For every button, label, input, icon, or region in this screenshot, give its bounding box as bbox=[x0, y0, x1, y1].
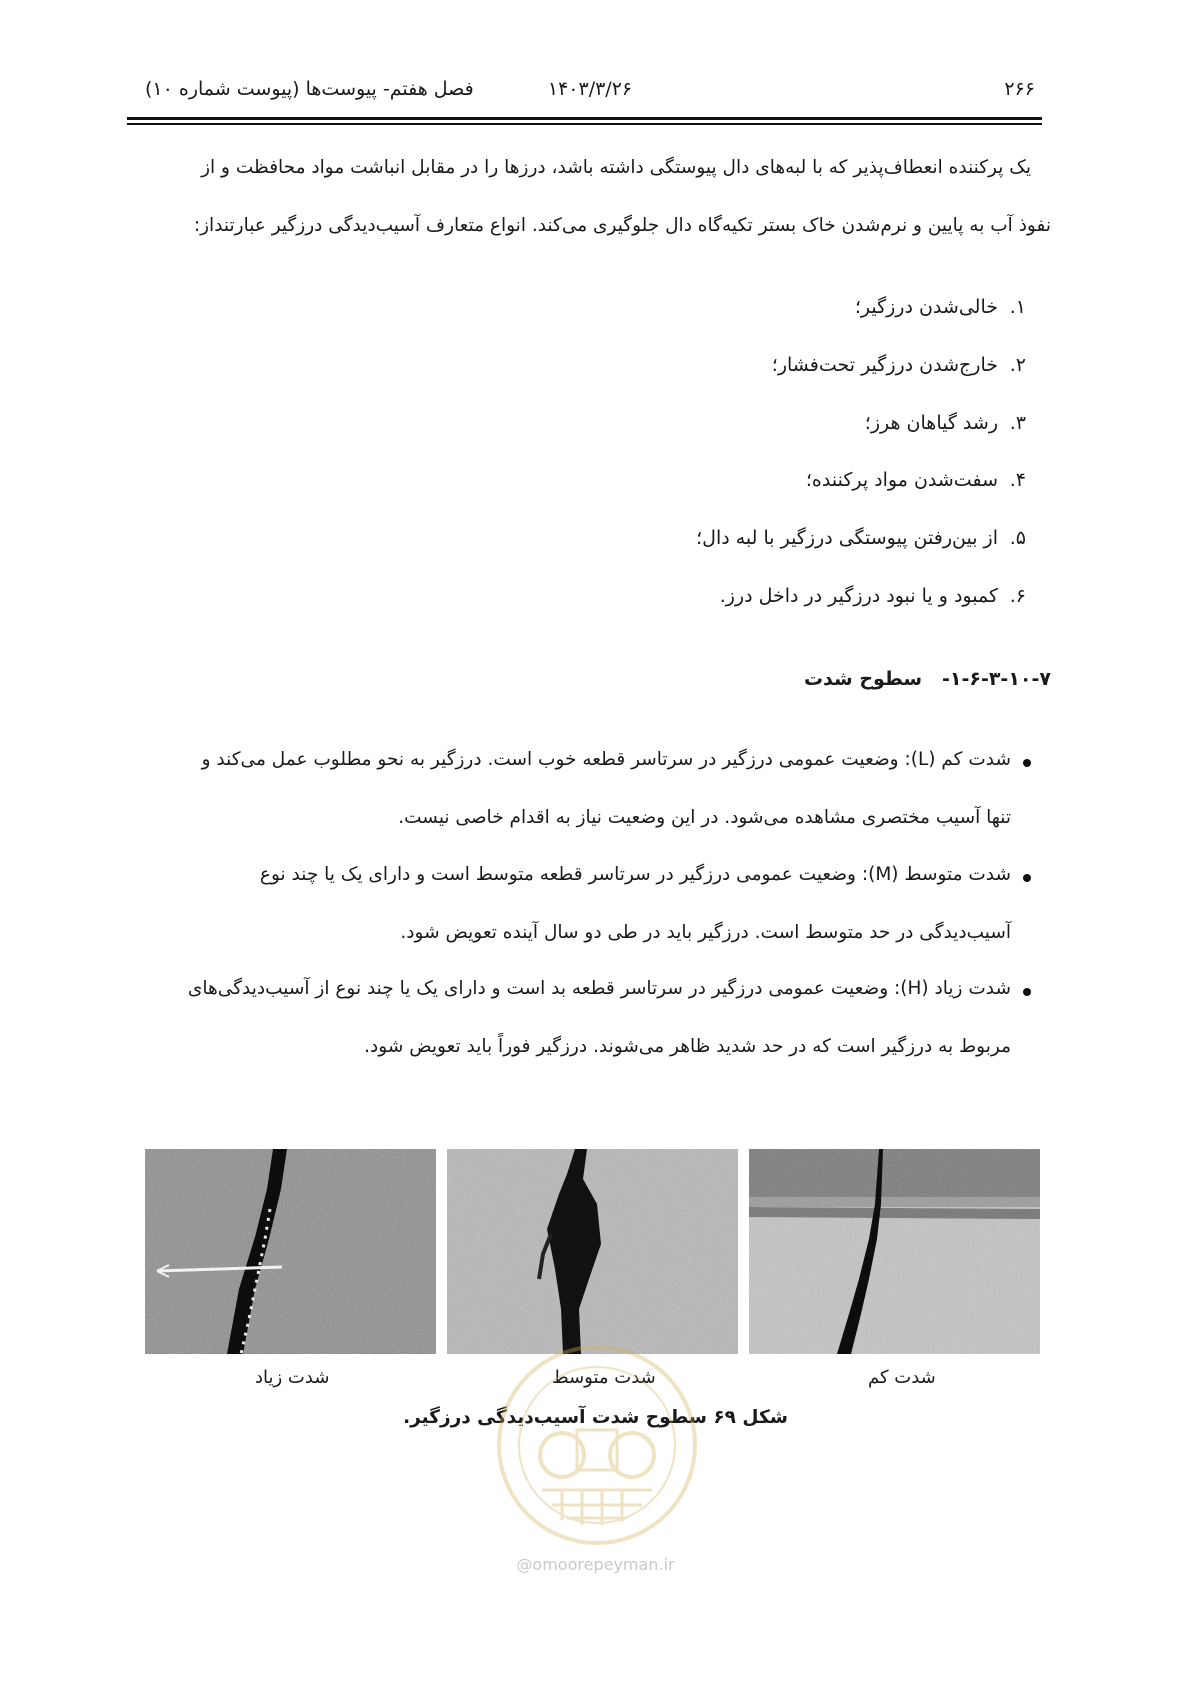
list-item: ۴.سفت‌شدن مواد پرکننده؛ bbox=[805, 469, 1026, 491]
bullet-low-line-2: تنها آسیب مختصری مشاهده می‌شود. در این وضعیت نیاز به اقدام خاصی نیست. bbox=[398, 807, 1011, 828]
bullet-medium-line-1: شدت متوسط (M): وضعیت عمومی درزگیر در سرتاسر قطعه متوسط است و دارای یک یا چند نوع bbox=[259, 864, 1011, 885]
bullet-high-line-1: شدت زیاد (H): وضعیت عمومی درزگیر در سرتاسر قطعه بد است و دارای یک یا چند نوع از آسیب‌دیدگی‌های bbox=[187, 978, 1011, 999]
bullet-dot bbox=[1023, 759, 1031, 767]
list-item: ۵.از بین‌رفتن پیوستگی درزگیر با لبه دال؛ bbox=[696, 527, 1026, 549]
caption-medium-severity: شدت متوسط bbox=[552, 1367, 656, 1388]
watermark-url: @omoorepeyman.ir bbox=[516, 1555, 675, 1574]
caption-high-severity: شدت زیاد bbox=[255, 1367, 330, 1388]
photo-low-severity bbox=[749, 1149, 1040, 1354]
section-number: ۱-۶-۳-۱۰-۷- bbox=[941, 668, 1051, 690]
intro-line-2: نفوذ آب به پایین و نرم‌شدن خاک بستر تکیه‌گاه دال جلوگیری می‌کند. انواع متعارف آسیب‌دیدگی درزگیر عبارتنداز: bbox=[193, 215, 1051, 236]
bullet-medium-line-2: آسیب‌دیدگی در حد متوسط است. درزگیر باید در طی دو سال آینده تعویض شود. bbox=[400, 922, 1011, 943]
section-title: سطوح شدت bbox=[803, 668, 923, 690]
photo-medium-severity bbox=[447, 1149, 738, 1354]
bullet-dot bbox=[1023, 874, 1031, 882]
section-heading bbox=[804, 668, 1051, 690]
list-item: ۲.خارج‌شدن درزگیر تحت‌فشار؛ bbox=[771, 354, 1026, 376]
intro-line-1: یک پرکننده انعطاف‌پذیر که با لبه‌های دال پیوستگی داشته باشد، درزها را در مقابل انباشت مواد محافظت و از bbox=[201, 157, 1031, 178]
page-header bbox=[145, 78, 1035, 108]
caption-low-severity: شدت کم bbox=[868, 1367, 936, 1388]
header-date: ۱۴۰۳/۳/۲۶ bbox=[547, 78, 633, 100]
figure-caption: شکل ۶۹ سطوح شدت آسیب‌دیدگی درزگیر. bbox=[403, 1407, 788, 1428]
header-rule-thin bbox=[127, 123, 1042, 125]
list-item: ۱.خالی‌شدن درزگیر؛ bbox=[854, 296, 1026, 318]
list-item: ۳.رشد گیاهان هرز؛ bbox=[864, 412, 1026, 434]
chapter-title: فصل هفتم- پیوست‌ها (پیوست شماره ۱۰) bbox=[145, 78, 474, 100]
header-rule-thick bbox=[127, 117, 1042, 120]
page-number: ۲۶۶ bbox=[1004, 78, 1035, 100]
bullet-high-line-2: مربوط به درزگیر است که در حد شدید ظاهر می‌شوند. درزگیر فوراً باید تعویض شود. bbox=[364, 1036, 1011, 1057]
bullet-low-line-1: شدت کم (L): وضعیت عمومی درزگیر در سرتاسر قطعه خوب است. درزگیر به نحو مطلوب عمل می‌کند و bbox=[201, 749, 1011, 770]
photo-high-severity bbox=[145, 1149, 436, 1354]
watermark-seal-icon bbox=[492, 1340, 702, 1550]
bullet-dot bbox=[1023, 988, 1031, 996]
list-item: ۶.کمبود و یا نبود درزگیر در داخل درز. bbox=[719, 585, 1026, 607]
